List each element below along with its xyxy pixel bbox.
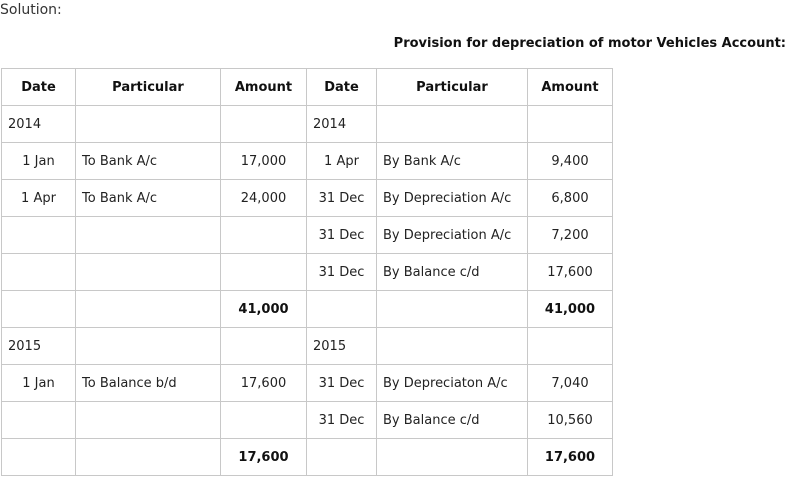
account-title: Provision for depreciation of motor Vehicles Account: — [393, 36, 786, 51]
credit-amount-cell — [528, 106, 613, 143]
credit-date-cell: 31 Dec — [307, 180, 377, 217]
header-date-debit: Date — [2, 69, 76, 106]
debit-amount-cell — [221, 254, 307, 291]
ledger-table — [1, 68, 613, 476]
debit-date-cell: 1 Apr — [2, 180, 76, 217]
table-row — [2, 365, 613, 402]
solution-label: Solution: — [0, 2, 62, 18]
debit-particular-cell: To Bank A/c — [76, 180, 221, 217]
debit-amount-cell: 24,000 — [221, 180, 307, 217]
credit-total-cell: 17,600 — [528, 439, 613, 476]
debit-particular-cell: To Balance b/d — [76, 365, 221, 402]
credit-amount-cell: 9,400 — [528, 143, 613, 180]
debit-amount-cell — [221, 106, 307, 143]
credit-date-cell: 31 Dec — [307, 365, 377, 402]
table-row — [2, 254, 613, 291]
debit-particular-cell — [76, 328, 221, 365]
debit-particular-cell — [76, 254, 221, 291]
debit-date-cell — [2, 254, 76, 291]
debit-date-cell: 2014 — [2, 106, 76, 143]
header-date-credit: Date — [307, 69, 377, 106]
credit-amount-cell: 17,600 — [528, 254, 613, 291]
credit-amount-cell: 10,560 — [528, 402, 613, 439]
credit-date-cell: 31 Dec — [307, 254, 377, 291]
total-row — [2, 439, 613, 476]
debit-date-cell — [2, 217, 76, 254]
credit-particular-cell: By Depreciation A/c — [377, 180, 528, 217]
credit-amount-cell: 7,040 — [528, 365, 613, 402]
credit-amount-cell — [528, 328, 613, 365]
credit-particular-cell — [377, 439, 528, 476]
debit-date-cell: 2015 — [2, 328, 76, 365]
debit-particular-cell: To Bank A/c — [76, 143, 221, 180]
table-row — [2, 106, 613, 143]
credit-date-cell: 1 Apr — [307, 143, 377, 180]
debit-particular-cell — [76, 217, 221, 254]
credit-amount-cell: 6,800 — [528, 180, 613, 217]
debit-amount-cell — [221, 402, 307, 439]
header-particular-debit: Particular — [76, 69, 221, 106]
debit-date-cell: 1 Jan — [2, 365, 76, 402]
debit-particular-cell — [76, 402, 221, 439]
credit-particular-cell: By Balance c/d — [377, 402, 528, 439]
credit-amount-cell: 7,200 — [528, 217, 613, 254]
debit-particular-cell — [76, 439, 221, 476]
credit-particular-cell: By Depreciaton A/c — [377, 365, 528, 402]
header-row — [2, 69, 613, 106]
debit-amount-cell — [221, 217, 307, 254]
header-amount-credit: Amount — [528, 69, 613, 106]
credit-total-cell: 41,000 — [528, 291, 613, 328]
credit-particular-cell — [377, 291, 528, 328]
table-row — [2, 217, 613, 254]
table-row — [2, 180, 613, 217]
credit-date-cell: 31 Dec — [307, 402, 377, 439]
debit-date-cell: 1 Jan — [2, 143, 76, 180]
credit-date-cell — [307, 439, 377, 476]
debit-amount-cell — [221, 328, 307, 365]
credit-particular-cell: By Bank A/c — [377, 143, 528, 180]
credit-particular-cell — [377, 106, 528, 143]
debit-total-cell: 41,000 — [221, 291, 307, 328]
table-row — [2, 402, 613, 439]
table-row — [2, 143, 613, 180]
header-particular-credit: Particular — [377, 69, 528, 106]
debit-particular-cell — [76, 291, 221, 328]
debit-date-cell — [2, 402, 76, 439]
credit-date-cell: 31 Dec — [307, 217, 377, 254]
debit-date-cell — [2, 291, 76, 328]
debit-amount-cell: 17,000 — [221, 143, 307, 180]
credit-date-cell: 2014 — [307, 106, 377, 143]
debit-total-cell: 17,600 — [221, 439, 307, 476]
credit-particular-cell — [377, 328, 528, 365]
total-row — [2, 291, 613, 328]
header-amount-debit: Amount — [221, 69, 307, 106]
debit-particular-cell — [76, 106, 221, 143]
credit-date-cell — [307, 291, 377, 328]
credit-date-cell: 2015 — [307, 328, 377, 365]
table-row — [2, 328, 613, 365]
credit-particular-cell: By Balance c/d — [377, 254, 528, 291]
debit-date-cell — [2, 439, 76, 476]
credit-particular-cell: By Depreciation A/c — [377, 217, 528, 254]
debit-amount-cell: 17,600 — [221, 365, 307, 402]
